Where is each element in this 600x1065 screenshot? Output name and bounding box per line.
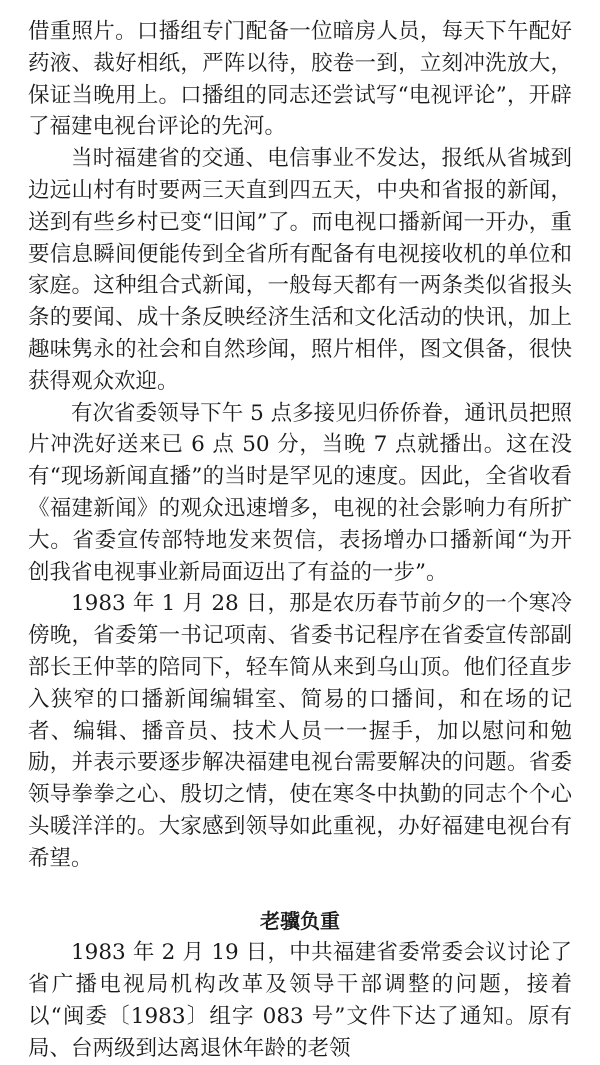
- paragraph-3: 有次省委领导下午 5 点多接见归侨侨眷，通讯员把照片冲洗好送来已 6 点 50 分，当晚 7 点就播出。这在没有“现场新闻直播”的当时是罕见的速度。因此，全省收看《福建新闻》的观众迅速增多，电视的社会影响力有所扩大。省委宣传部特地发来贺信，表扬增办口播新闻“为开创我省电视事业新局面迈出了有益的一步”。: [28, 400, 572, 585]
- paragraph-2: 当时福建省的交通、电信事业不发达，报纸从省城到边远山村有时要两三天直到四五天，中央和省报的新闻，送到有些乡村已变“旧闻”了。而电视口播新闻一开办，重要信息瞬间便能传到全省所有配备有电视接收机的单位和家庭。这种组合式新闻，一般每天都有一两条类似省报头条的要闻、成十条反映经济生活和文化活动的快讯，加上趣味隽永的社会和自然珍闻，照片相伴，图文俱备，很快获得观众欢迎。: [28, 146, 572, 394]
- section-paragraph-1: 1983 年 2 月 19 日，中共福建省委常委会议讨论了省广播电视局机构改革及领导干部调整的问题，接着以“闽委〔1983〕组字 083 号”文件下达了通知。原有局、台两级到达离退休年龄的老领: [28, 940, 572, 1061]
- section-heading: 老骥负重: [260, 908, 340, 933]
- paragraph-1: 借重照片。口播组专门配备一位暗房人员，每天下午配好药液、裁好相纸，严阵以待，胶卷一到，立刻冲洗放大，保证当晚用上。口播组的同志还尝试写“电视评论”，开辟了福建电视台评论的先河。: [28, 19, 572, 140]
- paragraph-4: 1983 年 1 月 28 日，那是农历春节前夕的一个寒冷傍晚，省委第一书记项南、省委书记程序在省委宣传部副部长王仲莘的陪同下，轻车简从来到乌山顶。他们径直步入狭窄的口播新闻编辑室、简易的口播间，和在场的记者、编辑、播音员、技术人员一一握手，加以慰问和勉励，并表示要逐步解决福建电视台需要解决的问题。省委领导拳拳之心、殷切之情，使在寒冬中执勤的同志个个心头暖洋洋的。大家感到领导如此重视，办好福建电视台有希望。: [28, 591, 572, 871]
